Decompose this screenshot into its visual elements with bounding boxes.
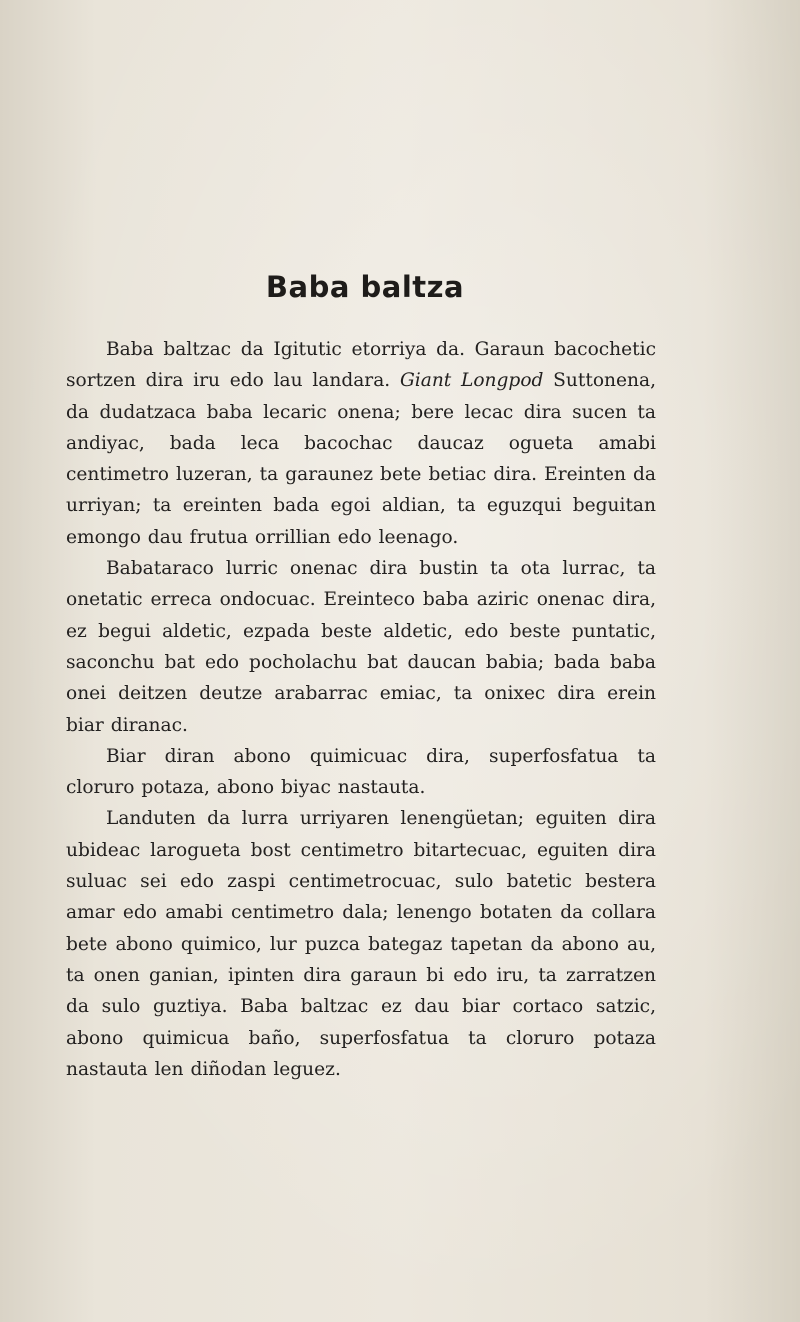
variety-name: Giant Longpod — [399, 370, 544, 392]
paragraph-3: Biar diran abono quimicuac dira, superfosfatua ta cloruro potaza, abono biyac nastauta. — [66, 745, 656, 799]
paragraph-2: Babataraco lurric onenac dira bustin ta ota lurrac, ta onetatic erreca ondocuac. Ereinteco baba aziric onenac dira, ez begui aldetic, ezpada beste aldetic, edo beste puntatic, saconchu bat edo pocholachu bat daucan babia; bada baba onei deitzen deutze arabarrac emiac, ta onixec dira erein biar diranac. — [66, 558, 656, 736]
paragraph-1-end: Suttonena, da dudatzaca baba lecaric onena; bere lecac dira sucen ta andiyac, bada leca bacochac daucaz ogueta amabi centimetro luzeran, ta garaunez bete betiac dira. Ereinten da urriyan; ta ereinten bada egoi aldian, ta eguzqui beguitan emongo dau frutua orrillian edo leenago. — [66, 370, 656, 548]
page-title: Baba baltza — [265, 270, 465, 304]
paragraph-1-start: Baba baltzac da Igitutic etorriya da. Garaun bacochetic sortzen dira iru edo lau landara. — [66, 339, 656, 392]
paragraph-1 — [66, 334, 656, 553]
body-text — [66, 334, 656, 1085]
paragraph-4: Landuten da lurra urriyaren lenengüetan; eguiten dira ubideac larogueta bost centimetro bitartecuac, eguiten dira suluac sei edo zaspi centimetrocuac, sulo batetic bestera amar edo amabi centimetro dala; lenengo botaten da collara bete abono quimico, lur puzca bategaz tapetan da abono au, ta onen ganian, ipinten dira garaun bi edo iru, ta zarratzen da sulo guztiya. Baba baltzac ez dau biar cortaco satzic, abono quimicua baño, superfosfatua ta cloruro potaza nastauta len diñodan leguez. — [66, 808, 656, 1080]
